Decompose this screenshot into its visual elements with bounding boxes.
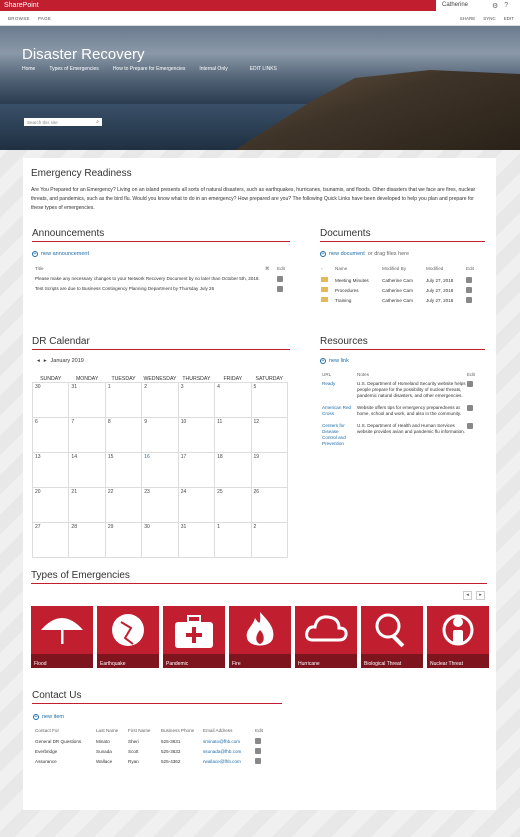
announcements-title[interactable]: Announcements	[32, 228, 290, 242]
next-arrow-icon[interactable]: ▸	[476, 591, 485, 600]
calendar-day[interactable]: 4	[215, 383, 251, 418]
types-title[interactable]: Types of Emergencies	[31, 570, 487, 584]
new-link-button[interactable]	[320, 358, 349, 364]
day-header: SUNDAY	[40, 376, 62, 382]
resource-notes: U.S. Department of Homeland Security website helps people prepare for the possibility of nuclear threats, pandemic natural disasters, and other emergencies.	[357, 381, 466, 398]
document-row[interactable]	[321, 297, 486, 303]
edit-icon[interactable]	[466, 277, 472, 283]
folder-icon	[321, 277, 328, 282]
doc-modified-by[interactable]: Catherine Cam	[382, 277, 413, 283]
calendar-day[interactable]: 31	[178, 523, 214, 558]
calendar-day[interactable]: 23	[142, 488, 178, 523]
email-link[interactable]: sminato@fhb.com	[203, 738, 241, 744]
contact-for[interactable]: General DR Questions	[35, 738, 82, 744]
calendar-day[interactable]: 2	[142, 383, 178, 418]
col-edit: Edit	[277, 266, 285, 271]
doc-icon: ▫	[321, 266, 323, 271]
cloud-icon	[301, 608, 351, 650]
col-last-name[interactable]: Last Name	[96, 728, 119, 733]
document-row[interactable]	[321, 287, 486, 293]
next-month-icon[interactable]: ▸	[43, 358, 47, 364]
last-name: Wallace	[96, 758, 113, 764]
tile-label: Biological Threat	[361, 654, 423, 668]
resource-row	[322, 381, 487, 399]
search-icon[interactable]: ⌕	[96, 119, 99, 125]
business-phone: 525-3631	[161, 738, 181, 744]
calendar-day-today[interactable]: 16	[142, 453, 178, 488]
calendar-day[interactable]: 7	[69, 418, 105, 453]
user-menu[interactable]: Catherine	[436, 0, 486, 11]
edit-icon[interactable]	[467, 405, 473, 411]
col-edit: Edit	[466, 266, 474, 271]
hazmat-icon	[433, 608, 483, 650]
col-url[interactable]: URL	[322, 372, 332, 377]
calendar-day[interactable]: 24	[178, 488, 214, 523]
day-header: THURSDAY	[182, 376, 211, 382]
edit-icon[interactable]	[277, 286, 283, 292]
edit-links[interactable]: EDIT LINKS	[249, 66, 277, 72]
resource-link[interactable]: American Red Cross	[322, 405, 352, 416]
col-business-phone[interactable]: Business Phone	[161, 728, 195, 733]
col-modified[interactable]: Modified	[426, 266, 444, 271]
calendar-day[interactable]: 20	[33, 488, 69, 523]
contact-for[interactable]: Everbridge	[35, 748, 58, 754]
calendar-day[interactable]: 12	[251, 418, 287, 453]
tile-label: Earthquake	[97, 654, 159, 668]
col-title[interactable]: Title	[35, 266, 44, 271]
calendar-title[interactable]: DR Calendar	[32, 336, 290, 350]
suite-icons	[486, 0, 520, 11]
resource-link[interactable]: Centers for Disease Control and Prevention	[322, 423, 346, 446]
tile-label: Nuclear Threat	[427, 654, 489, 668]
doc-modified-by[interactable]: Catherine Cam	[382, 287, 413, 293]
day-header: MONDAY	[75, 376, 99, 382]
day-header: WEDNESDAY	[143, 376, 177, 382]
search-input[interactable]: Search this site	[27, 119, 58, 125]
calendar-day[interactable]: 19	[251, 453, 287, 488]
first-aid-icon	[169, 608, 219, 650]
first-name: Sheri	[128, 738, 139, 744]
calendar-day[interactable]: 11	[215, 418, 251, 453]
calendar-nav	[37, 358, 84, 364]
nav-how-to-prepare[interactable]: How to Prepare for Emergencies	[112, 66, 186, 72]
tile-label: Hurricane	[295, 654, 357, 668]
col-modified-by[interactable]: Modified By	[382, 266, 407, 271]
contact-row	[35, 758, 285, 764]
gear-icon[interactable]: ⚙	[492, 2, 499, 10]
documents-title[interactable]: Documents	[320, 228, 485, 242]
doc-name[interactable]: Meeting Minutes	[335, 277, 369, 283]
doc-name[interactable]: Procedures	[335, 287, 359, 293]
new-announcement-link[interactable]	[32, 251, 89, 257]
ribbon	[0, 11, 520, 26]
edit-button[interactable]: EDIT	[503, 15, 514, 21]
app-brand[interactable]: SharePoint	[4, 2, 39, 9]
globe-icon	[103, 608, 153, 650]
col-edit: Edit	[255, 728, 263, 733]
edit-icon[interactable]	[467, 381, 473, 387]
plus-icon: +	[321, 251, 325, 257]
calendar-day[interactable]: 31	[69, 383, 105, 418]
paperclip-icon: ⌘	[265, 266, 270, 271]
resource-row	[322, 405, 487, 417]
document-row[interactable]	[321, 277, 486, 283]
announcement-item[interactable]: Test Scripts are due to Business Contingency Planning Department by Thursday July 26	[35, 286, 215, 291]
calendar-day[interactable]: 1	[105, 383, 141, 418]
drag-files-text: or drag files here	[367, 251, 410, 257]
col-name[interactable]: Name	[335, 266, 348, 271]
first-name: Scott	[128, 748, 139, 754]
contact-title[interactable]: Contact Us	[32, 690, 282, 704]
col-contact-for[interactable]: Contact For	[35, 728, 59, 733]
resources-title[interactable]: Resources	[320, 336, 485, 350]
calendar-day[interactable]: 30	[142, 523, 178, 558]
site-header-banner	[0, 26, 520, 150]
calendar-day[interactable]: 5	[251, 383, 287, 418]
col-email[interactable]: Email Address	[203, 728, 233, 733]
business-phone: 525-3632	[161, 748, 181, 754]
email-link[interactable]: rwallace@fhb.com	[203, 758, 241, 764]
sync-button[interactable]: SYNC	[483, 15, 496, 21]
calendar-day[interactable]: 30	[33, 383, 69, 418]
resource-link[interactable]: Ready	[322, 381, 336, 386]
tile-label: Fire	[229, 654, 291, 668]
calendar-day[interactable]: 18	[215, 453, 251, 488]
tab-page[interactable]: PAGE	[37, 15, 52, 21]
col-first-name[interactable]: First Name	[128, 728, 151, 733]
suite-bar	[0, 0, 520, 11]
resource-row	[322, 423, 487, 447]
edit-icon[interactable]	[255, 738, 261, 744]
edit-icon[interactable]	[466, 287, 472, 293]
tile-hurricane[interactable]	[295, 606, 357, 668]
new-link-label: new link	[329, 358, 349, 364]
calendar-day[interactable]: 2	[251, 523, 287, 558]
resource-notes: Website offers tips for emergency preparedness at home, school and work, and also in the community.	[357, 405, 462, 416]
calendar-month: January 2019	[50, 358, 84, 364]
new-item-label: new item	[42, 714, 65, 720]
folder-icon	[321, 287, 328, 292]
edit-icon[interactable]	[467, 423, 473, 429]
edit-icon[interactable]	[255, 748, 261, 754]
calendar-day[interactable]: 8	[105, 418, 141, 453]
tab-browse[interactable]: BROWSE	[8, 15, 30, 21]
doc-modified: July 27, 2018	[426, 287, 454, 293]
day-header: TUESDAY	[111, 376, 136, 382]
magnifier-icon	[367, 608, 417, 650]
day-header: FRIDAY	[223, 376, 243, 382]
top-navigation	[22, 66, 291, 72]
plus-icon: +	[33, 251, 37, 257]
first-name: Ryan	[128, 758, 139, 764]
calendar-day[interactable]: 10	[178, 418, 214, 453]
page-title: Emergency Readiness	[31, 168, 132, 179]
main-content	[23, 158, 496, 810]
calendar-day[interactable]: 9	[142, 418, 178, 453]
contact-row	[35, 738, 285, 744]
edit-icon[interactable]	[277, 276, 283, 282]
calendar-day[interactable]: 22	[105, 488, 141, 523]
tile-earthquake[interactable]	[97, 606, 159, 668]
announcement-item[interactable]: Please make any necessary changes to your Network Recovery Document by no later than October 5th, 2018.	[35, 276, 260, 281]
tile-fire[interactable]	[229, 606, 291, 668]
share-button[interactable]: SHARE	[459, 15, 476, 21]
contact-for[interactable]: Assurance	[35, 758, 57, 764]
nav-internal-only[interactable]: Internal Only	[199, 66, 228, 72]
calendar-grid	[32, 376, 288, 558]
plus-icon: +	[321, 358, 325, 364]
last-name: Minato	[96, 738, 110, 744]
help-icon[interactable]: ?	[504, 2, 509, 9]
calendar-day[interactable]: 28	[69, 523, 105, 558]
tile-label: Flood	[31, 654, 93, 668]
calendar-day[interactable]: 25	[215, 488, 251, 523]
calendar-day[interactable]: 21	[69, 488, 105, 523]
calendar-day[interactable]: 3	[178, 383, 214, 418]
tile-label: Pandemic	[163, 654, 225, 668]
new-document-label: new document	[329, 251, 365, 257]
search-box[interactable]	[24, 118, 102, 126]
folder-icon	[321, 297, 328, 302]
nav-types-of-emergencies[interactable]: Types of Emergencies	[49, 66, 99, 72]
calendar-day[interactable]: 29	[105, 523, 141, 558]
prev-month-icon[interactable]: ◂	[37, 358, 40, 364]
email-link[interactable]: ssunada@fhb.com	[203, 748, 242, 754]
calendar-day[interactable]: 13	[33, 453, 69, 488]
edit-icon[interactable]	[466, 297, 472, 303]
business-phone: 525-4362	[161, 758, 181, 764]
site-title[interactable]: Disaster Recovery	[22, 46, 145, 63]
tile-flood[interactable]	[31, 606, 93, 668]
umbrella-icon	[37, 608, 87, 650]
col-notes[interactable]: Notes	[357, 372, 370, 377]
tile-nuclear-threat[interactable]	[427, 606, 489, 668]
doc-modified: July 27, 2018	[426, 297, 454, 303]
intro-text: Are You Prepared for an Emergency? Living on an island presents all sorts of natural disasters, such as earthquakes, hurricanes, tsunamis, and floods. Other disasters that we face are fires, nuclear threats, and pandemics, such as the bird flu. Would you know what to do in an emergency? How prepared are you? The following Quick Links have been developed to help you plan and prepare for these types of emergencies.	[31, 187, 476, 211]
day-header: SATURDAY	[255, 376, 283, 382]
doc-modified-by[interactable]: Catherine Cam	[382, 297, 413, 303]
contact-row	[35, 748, 285, 754]
plus-icon: +	[34, 714, 38, 720]
fire-icon	[235, 608, 285, 650]
doc-modified: July 27, 2018	[426, 277, 454, 283]
last-name: Sunada	[96, 748, 112, 754]
new-document-link[interactable]	[320, 251, 409, 257]
calendar-day[interactable]: 1	[215, 523, 251, 558]
calendar-day[interactable]: 15	[105, 453, 141, 488]
nav-home[interactable]: Home	[22, 66, 36, 72]
calendar-day[interactable]: 14	[69, 453, 105, 488]
calendar-day[interactable]: 27	[33, 523, 69, 558]
new-item-button[interactable]	[33, 714, 64, 720]
tile-biological-threat[interactable]	[361, 606, 423, 668]
calendar-day[interactable]: 6	[33, 418, 69, 453]
new-announcement-label: new announcement	[41, 251, 90, 257]
calendar-day[interactable]: 26	[251, 488, 287, 523]
edit-icon[interactable]	[255, 758, 261, 764]
prev-arrow-icon[interactable]: ◂	[463, 591, 472, 600]
col-edit: Edit	[467, 372, 475, 377]
emergency-tiles	[31, 606, 489, 668]
tile-pandemic[interactable]	[163, 606, 225, 668]
doc-name[interactable]: Training	[335, 297, 352, 303]
calendar-day[interactable]: 17	[178, 453, 214, 488]
resource-notes: U.S. Department of Health and Human Services website provides avian and pandemic flu information.	[357, 423, 466, 434]
